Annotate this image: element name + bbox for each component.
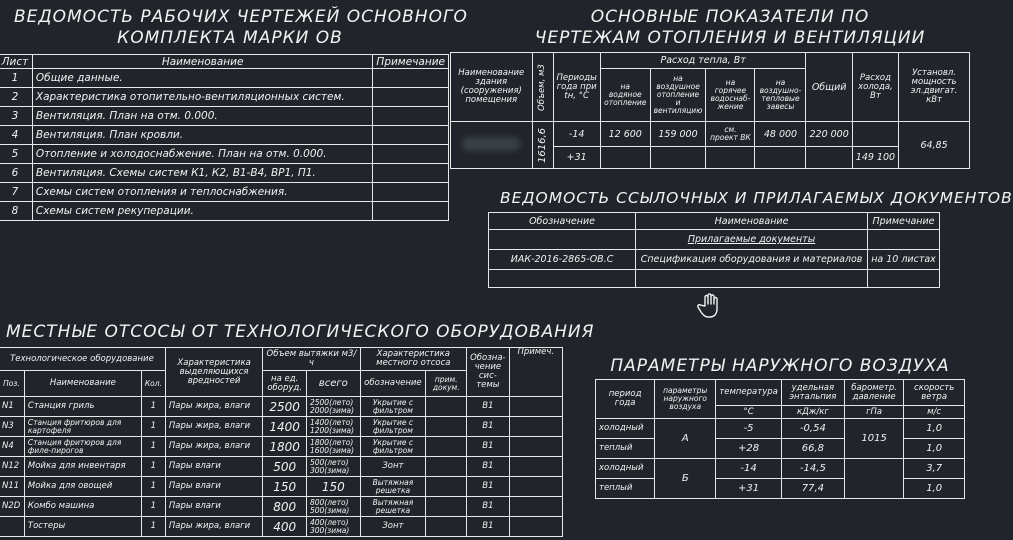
- out-unit-press: гПа: [844, 406, 903, 419]
- table-row: [0, 437, 563, 457]
- ex-qty: 1: [141, 477, 165, 497]
- table-row: [0, 69, 449, 88]
- out-temp: +31: [716, 479, 782, 499]
- ex-qty: 1: [141, 417, 165, 437]
- ex-pos: N3: [0, 417, 24, 437]
- indicators-title-line1: ОСНОВНЫЕ ПОКАЗАТЕЛИ ПО: [590, 7, 870, 27]
- refs-section-empty: [489, 230, 636, 250]
- ex-head-per-unit: на ед. оборуд.: [263, 371, 307, 397]
- ex-char: Пары жира, влаги: [165, 517, 262, 537]
- out-head-period: период года: [596, 380, 655, 419]
- sheet-number: 4: [0, 126, 32, 145]
- ex-unit: 150: [263, 477, 307, 497]
- sheet-note: [373, 202, 449, 221]
- ind-hotwater: см. проект ВК: [706, 122, 755, 147]
- ind-curtain: 48 000: [755, 122, 806, 147]
- ex-designation: Укрытие с фильтром: [360, 417, 426, 437]
- sheet-note: [373, 164, 449, 183]
- ind-head-water: на водяное отопление: [600, 69, 650, 122]
- sheet-name: Схемы систем рекуперации.: [32, 202, 373, 221]
- ex-all: 2500(лето) 2000(зима): [306, 397, 360, 417]
- ind-head-curtain: на воздушно-тепловые завесы: [755, 69, 806, 122]
- sheet-number: 1: [0, 69, 32, 88]
- refs-empty-cell: [636, 270, 868, 288]
- ind-head-air: на воздушное отопление и вентиляцию: [650, 69, 706, 122]
- exhaust-title: МЕСТНЫЕ ОТСОСЫ ОТ ТЕХНОЛОГИЧЕСКОГО ОБОРУДОВАНИЯ: [6, 322, 595, 342]
- ex-head-char: Характеристика выделяющихся вредностей: [165, 348, 262, 397]
- table-row: [0, 477, 563, 497]
- ex-qty: 1: [141, 517, 165, 537]
- indicators-title-line2: ЧЕРТЕЖАМ ОТОПЛЕНИЯ И ВЕНТИЛЯЦИИ: [534, 28, 926, 48]
- out-wind: 3,7: [904, 459, 965, 479]
- table-row: [451, 122, 970, 147]
- ex-unit: 1400: [263, 417, 307, 437]
- ex-doc: [426, 437, 467, 457]
- table-row: [596, 439, 965, 459]
- sheets-head-note: Примечание: [373, 55, 449, 69]
- ex-name: Комбо машина: [24, 497, 141, 517]
- ex-all: 800(лето) 500(зима): [306, 497, 360, 517]
- sheet-note: [373, 126, 449, 145]
- table-row: [0, 145, 449, 164]
- ex-doc: [426, 477, 467, 497]
- outdoor-title: ПАРАМЕТРЫ НАРУЖНОГО ВОЗДУХА: [610, 356, 950, 376]
- ex-name: Станция гриль: [24, 397, 141, 417]
- ex-head-equipment: Технологическое оборудование: [0, 348, 165, 371]
- ind-water: [600, 147, 650, 169]
- ex-pos: N2D: [0, 497, 24, 517]
- ex-name: Станция фритюров для картофеля: [24, 417, 141, 437]
- sheet-note: [373, 88, 449, 107]
- ex-doc: [426, 497, 467, 517]
- out-enth: 77,4: [781, 479, 844, 499]
- out-temp: +28: [716, 439, 782, 459]
- table-row: [0, 107, 449, 126]
- ex-system: В1: [467, 477, 510, 497]
- out-enth: 66,8: [781, 439, 844, 459]
- out-unit-enth: кДж/кг: [781, 406, 844, 419]
- ex-note: [509, 397, 562, 417]
- ind-total: [806, 147, 852, 169]
- refs-name: Спецификация оборудования и материалов: [636, 250, 868, 270]
- sheet-name: Вентиляция. План кровли.: [32, 126, 373, 145]
- ex-head-doc: прим. докум.: [426, 371, 467, 397]
- sheet-note: [373, 183, 449, 202]
- ind-total: 220 000: [806, 122, 852, 147]
- out-period: холодный: [596, 419, 655, 439]
- sheet-number: 8: [0, 202, 32, 221]
- ex-note: [509, 517, 562, 537]
- table-row: [596, 459, 965, 479]
- ex-designation: Зонт: [360, 457, 426, 477]
- ind-head-heat: Расход тепла, Вт: [600, 53, 806, 69]
- ex-all: 1800(лето) 1600(зима): [306, 437, 360, 457]
- sheet-name: Характеристика отопительно-вентиляционных систем.: [32, 88, 373, 107]
- ex-head-note: Примеч.: [509, 348, 562, 397]
- ind-head-hotwater: на горячее водоснаб-жение: [706, 69, 755, 122]
- ex-qty: 1: [141, 397, 165, 417]
- outdoor-table: [595, 379, 965, 499]
- refs-title: ВЕДОМОСТЬ ССЫЛОЧНЫХ И ПРИЛАГАЕМЫХ ДОКУМЕНТОВ: [500, 189, 1013, 207]
- table-row: [596, 479, 965, 499]
- ind-head-building: Наименование здания (сооружения) помещения: [451, 53, 533, 122]
- refs-empty-cell: [489, 270, 636, 288]
- ind-head-total: Общий: [806, 53, 852, 122]
- out-unit-wind: м/с: [904, 406, 965, 419]
- ex-doc: [426, 517, 467, 537]
- sheet-number: 7: [0, 183, 32, 202]
- table-row: [0, 457, 563, 477]
- table-row: [0, 164, 449, 183]
- out-pressure-empty: [844, 459, 903, 499]
- refs-section-note: [867, 230, 939, 250]
- sheet-name: Общие данные.: [32, 69, 373, 88]
- ind-power-value: 64,85: [899, 122, 970, 169]
- table-row: [0, 88, 449, 107]
- out-head-temp: температура: [716, 380, 782, 406]
- refs-section-title: Прилагаемые документы: [636, 230, 868, 250]
- refs-head-note: Примечание: [867, 213, 939, 230]
- ex-designation: Зонт: [360, 517, 426, 537]
- ind-head-cold: Расход холода, Вт: [852, 53, 898, 122]
- ind-water: 12 600: [600, 122, 650, 147]
- ex-system: В1: [467, 457, 510, 477]
- sheets-table: [0, 54, 449, 221]
- ex-doc: [426, 417, 467, 437]
- ex-name: Мойка для овощей: [24, 477, 141, 497]
- ex-head-all: всего: [306, 371, 360, 397]
- ex-doc: [426, 397, 467, 417]
- ex-char: Пары влаги: [165, 497, 262, 517]
- ex-system: В1: [467, 417, 510, 437]
- ex-char: Пары жира, влаги: [165, 437, 262, 457]
- out-pressure: 1015: [844, 419, 903, 459]
- ex-all: 150: [306, 477, 360, 497]
- ex-unit: 500: [263, 457, 307, 477]
- ex-system: В1: [467, 437, 510, 457]
- sheet-name: Схемы систем отопления и теплоснабжения.: [32, 183, 373, 202]
- sheets-title-line1: ВЕДОМОСТЬ РАБОЧИХ ЧЕРТЕЖЕЙ ОСНОВНОГО: [14, 7, 468, 27]
- ex-head-system: Обозна-чение сис-темы: [467, 348, 510, 397]
- ind-head-period: Периоды года при tн, °С: [553, 53, 600, 122]
- out-group-b: Б: [655, 459, 716, 499]
- out-enth: -14,5: [781, 459, 844, 479]
- sheet-note: [373, 107, 449, 126]
- ex-qty: 1: [141, 437, 165, 457]
- ex-designation: Вытяжная решетка: [360, 497, 426, 517]
- refs-empty-cell: [867, 270, 939, 288]
- ind-period: +31: [553, 147, 600, 169]
- out-group-a: А: [655, 419, 716, 459]
- ex-designation: Вытяжная решетка: [360, 477, 426, 497]
- sheet-name: Отопление и холодоснабжение. План на отм. 0.000.: [32, 145, 373, 164]
- ex-char: Пары влаги: [165, 457, 262, 477]
- ind-building-blurred: [451, 122, 533, 169]
- ex-char: Пары влаги: [165, 477, 262, 497]
- out-temp: -14: [716, 459, 782, 479]
- sheet-note: [373, 69, 449, 88]
- table-row: [0, 517, 563, 537]
- hand-cursor-icon: [697, 293, 721, 319]
- ex-char: Пары жира, влаги: [165, 397, 262, 417]
- out-head-params: параметры наружного воздуха: [655, 380, 716, 419]
- table-row: [0, 126, 449, 145]
- ex-head-designation: обозначение: [360, 371, 426, 397]
- ex-note: [509, 477, 562, 497]
- ex-head-qty: Кол.: [141, 371, 165, 397]
- ex-all: 500(лето) 300(зима): [306, 457, 360, 477]
- sheet-name: Вентиляция. План на отм. 0.000.: [32, 107, 373, 126]
- sheet-name: Вентиляция. Схемы систем К1, К2, В1-В4, ВР1, П1.: [32, 164, 373, 183]
- ex-note: [509, 437, 562, 457]
- ex-note: [509, 417, 562, 437]
- refs-designation: ИАК-2016-2865-ОВ.С: [489, 250, 636, 270]
- out-wind: 1,0: [904, 439, 965, 459]
- ind-head-volume: Объем, м3: [532, 53, 553, 122]
- ex-pos: N12: [0, 457, 24, 477]
- ex-char: Пары жира, влаги: [165, 417, 262, 437]
- out-unit-temp: °С: [716, 406, 782, 419]
- table-row: [0, 183, 449, 202]
- sheets-title: [14, 7, 468, 49]
- ind-volume-value: 1616,6: [532, 122, 553, 169]
- ex-head-pos: Поз.: [0, 371, 24, 397]
- sheets-title-line2: КОМПЛЕКТА МАРКИ ОВ: [117, 28, 343, 48]
- sheet-number: 3: [0, 107, 32, 126]
- ex-note: [509, 497, 562, 517]
- sheet-number: 2: [0, 88, 32, 107]
- ind-head-power: Установл. мощность эл.двигат. кВт: [899, 53, 970, 122]
- ind-hotwater: [706, 147, 755, 169]
- out-head-wind: скорость ветра: [904, 380, 965, 406]
- out-enth: -0,54: [781, 419, 844, 439]
- ex-unit: 800: [263, 497, 307, 517]
- ex-pos: N4: [0, 437, 24, 457]
- ind-cold: 149 100: [852, 147, 898, 169]
- ex-head-volume: Объем вытяжки м3/ч: [263, 348, 360, 371]
- ex-name: Станция фритюров для филе-пирогов: [24, 437, 141, 457]
- out-period: теплый: [596, 439, 655, 459]
- ex-pos: [0, 517, 24, 537]
- ex-system: В1: [467, 497, 510, 517]
- ind-period: -14: [553, 122, 600, 147]
- ex-unit: 1800: [263, 437, 307, 457]
- out-head-press: барометр. давление: [844, 380, 903, 406]
- ex-head-name: Наименование: [24, 371, 141, 397]
- ind-air: 159 000: [650, 122, 706, 147]
- table-row: [0, 497, 563, 517]
- ex-all: 400(лето) 300(зима): [306, 517, 360, 537]
- ex-pos: N11: [0, 477, 24, 497]
- ex-designation: Укрытие с фильтром: [360, 437, 426, 457]
- ex-unit: 2500: [263, 397, 307, 417]
- sheets-head-sheet: Лист: [0, 55, 32, 69]
- table-row: [0, 397, 563, 417]
- refs-note: на 10 листах: [867, 250, 939, 270]
- sheet-note: [373, 145, 449, 164]
- ex-head-exhaust-char: Характеристика местного отсоса: [360, 348, 467, 371]
- sheet-number: 5: [0, 145, 32, 164]
- table-row: [489, 270, 940, 288]
- table-row: [0, 202, 449, 221]
- out-head-enth: удельная энтальпия: [781, 380, 844, 406]
- ex-unit: 400: [263, 517, 307, 537]
- ex-system: В1: [467, 397, 510, 417]
- ex-pos: N1: [0, 397, 24, 417]
- ex-qty: 1: [141, 457, 165, 477]
- ex-doc: [426, 457, 467, 477]
- refs-head-designation: Обозначение: [489, 213, 636, 230]
- out-wind: 1,0: [904, 419, 965, 439]
- indicators-title: [530, 7, 930, 49]
- out-period: теплый: [596, 479, 655, 499]
- ind-air: [650, 147, 706, 169]
- out-wind: 1,0: [904, 479, 965, 499]
- ex-name: Мойка для инвентаря: [24, 457, 141, 477]
- ind-cold: [852, 122, 898, 147]
- ex-all: 1400(лето) 1200(зима): [306, 417, 360, 437]
- refs-table: [488, 212, 940, 288]
- exhaust-table: [0, 347, 563, 537]
- table-row: [596, 419, 965, 439]
- sheet-number: 6: [0, 164, 32, 183]
- table-row: [0, 417, 563, 437]
- refs-head-name: Наименование: [636, 213, 868, 230]
- sheets-head-name: Наименование: [32, 55, 373, 69]
- table-row: [489, 250, 940, 270]
- ex-designation: Укрытие с фильтром: [360, 397, 426, 417]
- ex-qty: 1: [141, 497, 165, 517]
- out-period: холодный: [596, 459, 655, 479]
- ex-note: [509, 457, 562, 477]
- ind-curtain: [755, 147, 806, 169]
- ex-system: В1: [467, 517, 510, 537]
- indicators-table: [450, 52, 970, 169]
- ex-name: Тостеры: [24, 517, 141, 537]
- out-temp: -5: [716, 419, 782, 439]
